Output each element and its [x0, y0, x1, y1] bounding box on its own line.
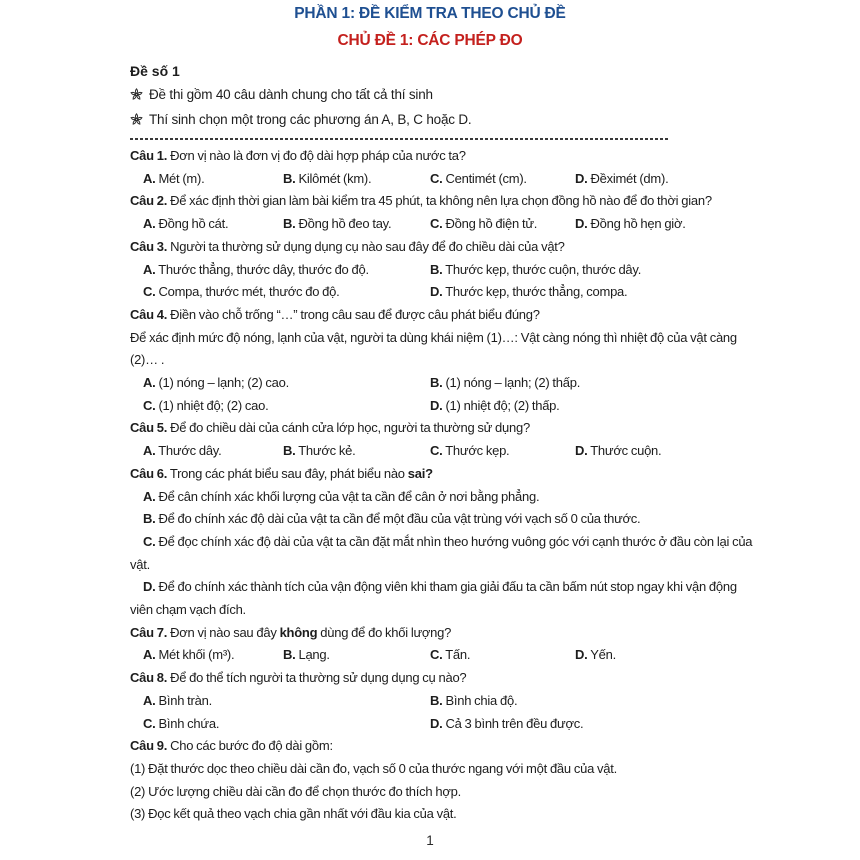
- option-letter: B.: [283, 647, 296, 663]
- option-letter: D.: [575, 443, 588, 459]
- option-text: Bình tràn.: [158, 692, 212, 708]
- option-text: Tấn.: [445, 647, 471, 663]
- option-d: [430, 713, 754, 736]
- option-letter: A.: [143, 375, 156, 391]
- option-d: [430, 395, 754, 418]
- option-letter: C.: [430, 647, 443, 663]
- option-letter: C.: [143, 715, 156, 731]
- options-grid: [143, 259, 754, 304]
- options-grid: [143, 690, 754, 735]
- option-text: Thước thẳng, thước dây, thước đo độ.: [158, 261, 369, 277]
- option-c: [143, 713, 430, 736]
- question-text: Câu 8. Để đo thể tích người ta thường sử dụng dụng cụ nào?: [130, 670, 467, 686]
- question-text: Câu 2. Để xác định thời gian làm bài kiểm tra 45 phút, ta không nên lựa chọn đồng hồ nào để đo thời gian?: [130, 193, 712, 209]
- question-body: Để xác định mức độ nóng, lạnh của vật, người ta dùng khái niệm (1)…: Vật càng nóng thì nhiệt độ của vật càng (2)… .: [130, 329, 737, 368]
- option-b: [430, 259, 754, 282]
- option-c: [430, 644, 575, 667]
- question-text: Câu 5. Để đo chiều dài của cánh cửa lớp học, người ta thường sử dụng?: [130, 420, 530, 436]
- option-letter: D.: [430, 397, 443, 413]
- option-d: [575, 213, 754, 236]
- option-text: (1) nóng – lạnh; (2) thấp.: [445, 375, 581, 391]
- exam-note: [130, 107, 754, 132]
- question-label: Câu 4.: [130, 306, 168, 322]
- question-6: [130, 463, 754, 622]
- option-text: Lạng.: [298, 647, 330, 663]
- exam-number-label: Đề số 1: [130, 63, 180, 79]
- option-a: [143, 259, 430, 282]
- question-8: [130, 667, 754, 735]
- option-letter: C.: [143, 284, 156, 300]
- option-text: Cả 3 bình trên đều được.: [445, 715, 584, 731]
- option-letter: B.: [430, 692, 443, 708]
- question-label: Câu 8.: [130, 670, 168, 686]
- page-number: 1: [426, 833, 434, 848]
- option-text: Để cân chính xác khối lượng của vật ta cần để cân ở nơi bằng phẳng.: [158, 488, 540, 504]
- option-text: (1) nhiệt độ; (2) cao.: [158, 397, 269, 413]
- question-text: Câu 3. Người ta thường sử dụng dụng cụ nào sau đây để đo chiều dài của vật?: [130, 238, 565, 254]
- option-text: Thước kẹp, thước thẳng, compa.: [445, 284, 628, 300]
- options-grid: [143, 372, 754, 417]
- question-text: Câu 6. Trong các phát biểu sau đây, phát biểu nào sai?: [130, 465, 433, 481]
- option-a: [143, 644, 283, 667]
- option-a: [143, 690, 430, 713]
- option-letter: C.: [143, 533, 156, 549]
- option-d: [575, 168, 754, 191]
- option-d: [575, 440, 754, 463]
- option-text: Thước dây.: [158, 443, 222, 459]
- option-text: Thước kẻ.: [298, 443, 356, 459]
- option-a: [143, 440, 283, 463]
- question-3: [130, 236, 754, 304]
- options-row: [143, 168, 754, 191]
- option-d: [430, 281, 754, 304]
- option-text: Thước kẹp, thước cuộn, thước dây.: [445, 261, 642, 277]
- step-3: (3) Đọc kết quả theo vạch chia gần nhất với đầu kia của vật.: [130, 806, 457, 822]
- option-a: [143, 168, 283, 191]
- dashed-divider: [130, 138, 668, 140]
- question-label: Câu 7.: [130, 624, 168, 640]
- option-letter: C.: [430, 443, 443, 459]
- question-4: [130, 304, 754, 418]
- option-text: Mét (m).: [158, 170, 205, 186]
- option-letter: C.: [143, 397, 156, 413]
- option-text: Đồng hồ hẹn giờ.: [590, 216, 686, 232]
- option-c: [143, 395, 430, 418]
- option-text: Compa, thước mét, thước đo độ.: [158, 284, 340, 300]
- option-c: [430, 440, 575, 463]
- option-b: [430, 690, 754, 713]
- option-text: (1) nhiệt độ; (2) thấp.: [445, 397, 560, 413]
- part-title: PHẦN 1: ĐỀ KIỂM TRA THEO CHỦ ĐỀ: [294, 5, 566, 22]
- option-b: [283, 644, 430, 667]
- option-letter: D.: [575, 170, 588, 186]
- option-text: Thước cuộn.: [590, 443, 662, 459]
- step-2: (2) Ước lượng chiều dài cần đo để chọn thước đo thích hợp.: [130, 783, 461, 799]
- option-letter: C.: [430, 216, 443, 232]
- question-7: [130, 622, 754, 667]
- question-text: Câu 9. Cho các bước đo độ dài gồm:: [130, 738, 333, 754]
- option-letter: B.: [283, 443, 296, 459]
- florette-icon: [130, 88, 143, 101]
- option-letter: D.: [430, 715, 443, 731]
- option-d: [130, 576, 754, 621]
- question-label: Câu 9.: [130, 738, 168, 754]
- option-letter: D.: [430, 284, 443, 300]
- question-label: Câu 1.: [130, 148, 168, 163]
- question-text: Câu 1. Đơn vị nào là đơn vị đo độ dài hợp pháp của nước ta?: [130, 148, 466, 163]
- option-c: [430, 168, 575, 191]
- option-text: Thước kẹp.: [445, 443, 510, 459]
- exam-note: [130, 82, 754, 107]
- option-a: [143, 372, 430, 395]
- option-c: [143, 281, 430, 304]
- option-b: [283, 440, 430, 463]
- option-text: Để đo chính xác độ dài của vật ta cần để một đầu của vật trùng với vạch số 0 của thước.: [158, 511, 641, 527]
- options-row: [143, 213, 754, 236]
- option-b: [283, 213, 430, 236]
- document-content: [0, 60, 860, 826]
- option-text: Yến.: [590, 647, 616, 663]
- topic-title: CHỦ ĐỀ 1: CÁC PHÉP ĐO: [337, 32, 523, 49]
- option-c: [430, 213, 575, 236]
- option-text: Đềximét (dm).: [590, 170, 669, 186]
- option-letter: A.: [143, 443, 156, 459]
- option-a: [143, 213, 283, 236]
- option-b: [130, 508, 754, 531]
- option-letter: A.: [143, 692, 156, 708]
- options-row: [143, 440, 754, 463]
- florette-icon: [130, 113, 143, 126]
- option-text: Đồng hồ điện tử.: [445, 216, 538, 232]
- option-letter: C.: [430, 170, 443, 186]
- option-b: [283, 168, 430, 191]
- option-letter: D.: [575, 216, 588, 232]
- question-label: Câu 5.: [130, 420, 168, 436]
- option-letter: B.: [143, 511, 156, 527]
- step-1: (1) Đặt thước dọc theo chiều dài cần đo, vạch số 0 của thước ngang với một đầu của vật.: [130, 760, 617, 776]
- question-label: Câu 3.: [130, 238, 168, 254]
- option-text: Bình chia độ.: [445, 692, 518, 708]
- option-d: [575, 644, 754, 667]
- option-text: Để đo chính xác thành tích của vận động viên khi tham gia giải đấu ta cần bấm nút stop ngay khi vận động viên chạm vạch đích.: [130, 579, 737, 618]
- option-text: Kilômét (km).: [298, 170, 372, 186]
- option-b: [430, 372, 754, 395]
- option-letter: B.: [283, 216, 296, 232]
- option-text: Bình chứa.: [158, 715, 220, 731]
- question-text: Câu 7. Đơn vị nào sau đây không dùng để đo khối lượng?: [130, 624, 452, 640]
- question-9: [130, 735, 754, 826]
- option-letter: D.: [575, 647, 588, 663]
- option-text: Để đọc chính xác độ dài của vật ta cần đặt mắt nhìn theo hướng vuông góc với cạnh thước ở đầu còn lại của vật.: [130, 533, 753, 572]
- option-letter: A.: [143, 488, 156, 504]
- option-letter: A.: [143, 261, 156, 277]
- option-text: Đồng hồ cát.: [158, 216, 229, 232]
- question-label: Câu 2.: [130, 193, 168, 209]
- question-1: [130, 145, 754, 190]
- option-letter: B.: [430, 375, 443, 391]
- option-letter: B.: [283, 170, 296, 186]
- option-letter: A.: [143, 170, 156, 186]
- option-letter: B.: [430, 261, 443, 277]
- question-5: [130, 417, 754, 462]
- option-text: (1) nóng – lạnh; (2) cao.: [158, 375, 289, 391]
- option-text: Đồng hồ đeo tay.: [298, 216, 392, 232]
- option-text: Mét khối (m³).: [158, 647, 235, 663]
- option-c: [130, 531, 754, 576]
- option-a: [130, 486, 754, 509]
- question-label: Câu 6.: [130, 465, 168, 481]
- question-text: Câu 4. Điền vào chỗ trống “…” trong câu sau để được câu phát biểu đúng?: [130, 306, 540, 322]
- option-text: Centimét (cm).: [445, 170, 527, 186]
- note-text: Đề thi gồm 40 câu dành chung cho tất cả thí sinh: [149, 87, 433, 102]
- note-text: Thí sinh chọn một trong các phương án A, B, C hoặc D.: [149, 112, 472, 127]
- option-letter: D.: [143, 579, 156, 595]
- option-letter: A.: [143, 647, 156, 663]
- options-row: [143, 644, 754, 667]
- option-letter: A.: [143, 216, 156, 232]
- question-2: [130, 190, 754, 235]
